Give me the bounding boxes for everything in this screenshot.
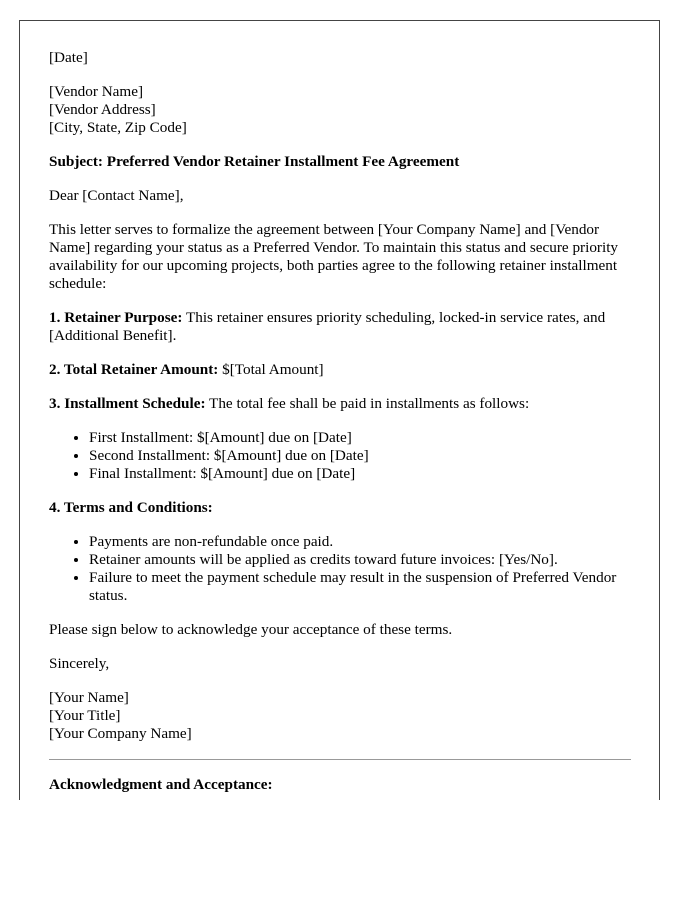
- your-title: [Your Title]: [49, 707, 121, 724]
- section-total-amount: [49, 361, 631, 379]
- intro-paragraph: This letter serves to formalize the agreement between [Your Company Name] and [Vendor Name] regarding your status as a Preferred Vendor. To maintain this status and secure priority availability for our upcoming projects, both parties agree to the following retainer installment schedule:: [49, 221, 619, 292]
- your-company: [Your Company Name]: [49, 725, 192, 742]
- section-retainer-purpose-text: This retainer ensures priority scheduling, locked-in service rates, and [Additional Benefit].: [49, 309, 606, 344]
- acknowledgment-heading: Acknowledgment and Acceptance:: [49, 776, 273, 793]
- vendor-address: [Vendor Address]: [49, 101, 156, 118]
- section-total-amount-label: 2. Total Retainer Amount:: [49, 361, 219, 378]
- letter-subject: Subject: Preferred Vendor Retainer Installment Fee Agreement: [49, 153, 460, 170]
- signature-block: [49, 689, 631, 743]
- list-item: • Failure to meet the payment schedule may result in the suspension of Preferred Vendor status.: [89, 569, 631, 605]
- vendor-address-block: [49, 83, 631, 137]
- list-item: • First Installment: $[Amount] due on [Date]: [89, 429, 631, 447]
- list-item: • Retainer amounts will be applied as credits toward future invoices: [Yes/No].: [89, 551, 631, 569]
- section-total-amount-text: $[Total Amount]: [218, 361, 324, 378]
- greeting: Dear [Contact Name],: [49, 187, 184, 204]
- list-item: • Payments are non-refundable once paid.: [89, 533, 631, 551]
- terms-list: [49, 533, 631, 605]
- sign-request: Please sign below to acknowledge your acceptance of these terms.: [49, 621, 453, 638]
- installment-list: [49, 429, 631, 483]
- section-retainer-purpose: [49, 309, 631, 345]
- section-installment-schedule-label: 3. Installment Schedule:: [49, 395, 206, 412]
- section-installment-schedule-text: The total fee shall be paid in installments as follows:: [205, 395, 530, 412]
- letter-date: [Date]: [49, 49, 88, 66]
- section-terms-label: 4. Terms and Conditions:: [49, 499, 213, 516]
- section-retainer-purpose-label: 1. Retainer Purpose:: [49, 309, 183, 326]
- list-item: • Final Installment: $[Amount] due on [Date]: [89, 465, 631, 483]
- section-installment-schedule: [49, 395, 631, 413]
- divider: [49, 759, 631, 760]
- vendor-city: [City, State, Zip Code]: [49, 119, 187, 136]
- letter-page: [19, 20, 660, 800]
- closing: Sincerely,: [49, 655, 110, 672]
- vendor-name: [Vendor Name]: [49, 83, 144, 100]
- list-item: • Second Installment: $[Amount] due on [Date]: [89, 447, 631, 465]
- your-name: [Your Name]: [49, 689, 129, 706]
